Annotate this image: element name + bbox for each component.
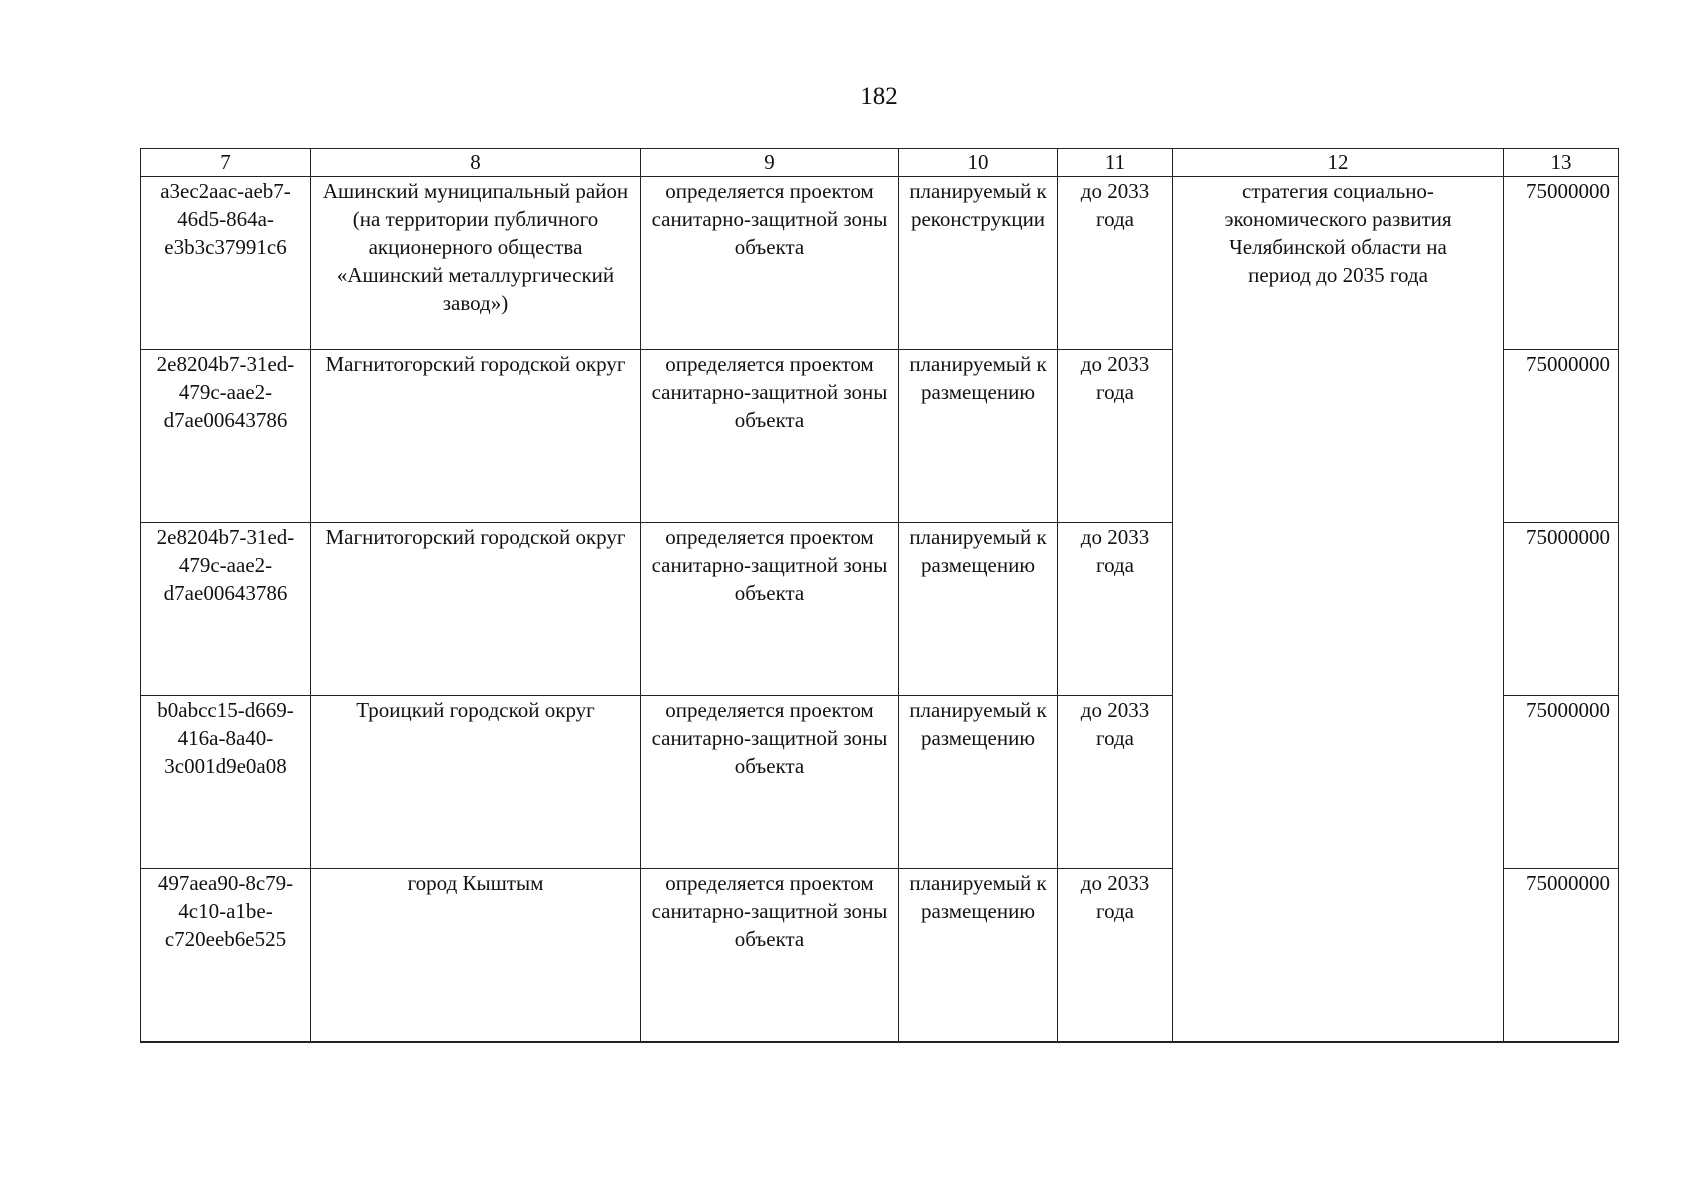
status-cell: планируемый к размещению bbox=[899, 869, 1058, 1043]
territory-cell: Магнитогорский городской округ bbox=[311, 523, 641, 696]
column-header: 7 bbox=[141, 149, 311, 177]
zone-cell: определяется проектом санитарно-защитной зоны объекта bbox=[641, 350, 899, 523]
territory-cell: Троицкий городской округ bbox=[311, 696, 641, 869]
term-cell: до 2033 года bbox=[1058, 523, 1173, 696]
status-cell: планируемый к размещению bbox=[899, 350, 1058, 523]
term-cell: до 2033 года bbox=[1058, 350, 1173, 523]
object-id-cell: 2e8204b7-31ed-479c-aae2-d7ae00643786 bbox=[141, 350, 311, 523]
column-header: 11 bbox=[1058, 149, 1173, 177]
term-cell: до 2033 года bbox=[1058, 869, 1173, 1043]
status-cell: планируемый к размещению bbox=[899, 523, 1058, 696]
table-row bbox=[141, 177, 1619, 350]
object-id-cell: b0abcc15-d669-416a-8a40-3c001d9e0a08 bbox=[141, 696, 311, 869]
status-cell: планируемый к реконструкции bbox=[899, 177, 1058, 350]
zone-cell: определяется проектом санитарно-защитной зоны объекта bbox=[641, 523, 899, 696]
document-table bbox=[140, 148, 1619, 1043]
column-header: 12 bbox=[1173, 149, 1504, 177]
page-number: 182 bbox=[860, 83, 898, 110]
term-cell: до 2033 года bbox=[1058, 696, 1173, 869]
strategy-cell: стратегия социально-экономического развития Челябинской области на период до 2035 года bbox=[1173, 177, 1504, 1043]
status-cell: планируемый к размещению bbox=[899, 696, 1058, 869]
amount-cell: 75000000 bbox=[1504, 869, 1619, 1043]
object-id-cell: a3ec2aac-aeb7-46d5-864a-e3b3c37991c6 bbox=[141, 177, 311, 350]
territory-cell: Ашинский муниципальный район (на территории публичного акционерного общества «Ашинский металлургический завод») bbox=[311, 177, 641, 350]
territory-cell: город Кыштым bbox=[311, 869, 641, 1043]
amount-cell: 75000000 bbox=[1504, 177, 1619, 350]
zone-cell: определяется проектом санитарно-защитной зоны объекта bbox=[641, 869, 899, 1043]
zone-cell: определяется проектом санитарно-защитной зоны объекта bbox=[641, 177, 899, 350]
column-header: 13 bbox=[1504, 149, 1619, 177]
amount-cell: 75000000 bbox=[1504, 696, 1619, 869]
amount-cell: 75000000 bbox=[1504, 523, 1619, 696]
column-header: 9 bbox=[641, 149, 899, 177]
column-header: 8 bbox=[311, 149, 641, 177]
column-header: 10 bbox=[899, 149, 1058, 177]
amount-cell: 75000000 bbox=[1504, 350, 1619, 523]
zone-cell: определяется проектом санитарно-защитной зоны объекта bbox=[641, 696, 899, 869]
table-header-row bbox=[141, 149, 1619, 177]
term-cell: до 2033 года bbox=[1058, 177, 1173, 350]
object-id-cell: 497aea90-8c79-4c10-a1be-c720eeb6e525 bbox=[141, 869, 311, 1043]
object-id-cell: 2e8204b7-31ed-479c-aae2-d7ae00643786 bbox=[141, 523, 311, 696]
territory-cell: Магнитогорский городской округ bbox=[311, 350, 641, 523]
